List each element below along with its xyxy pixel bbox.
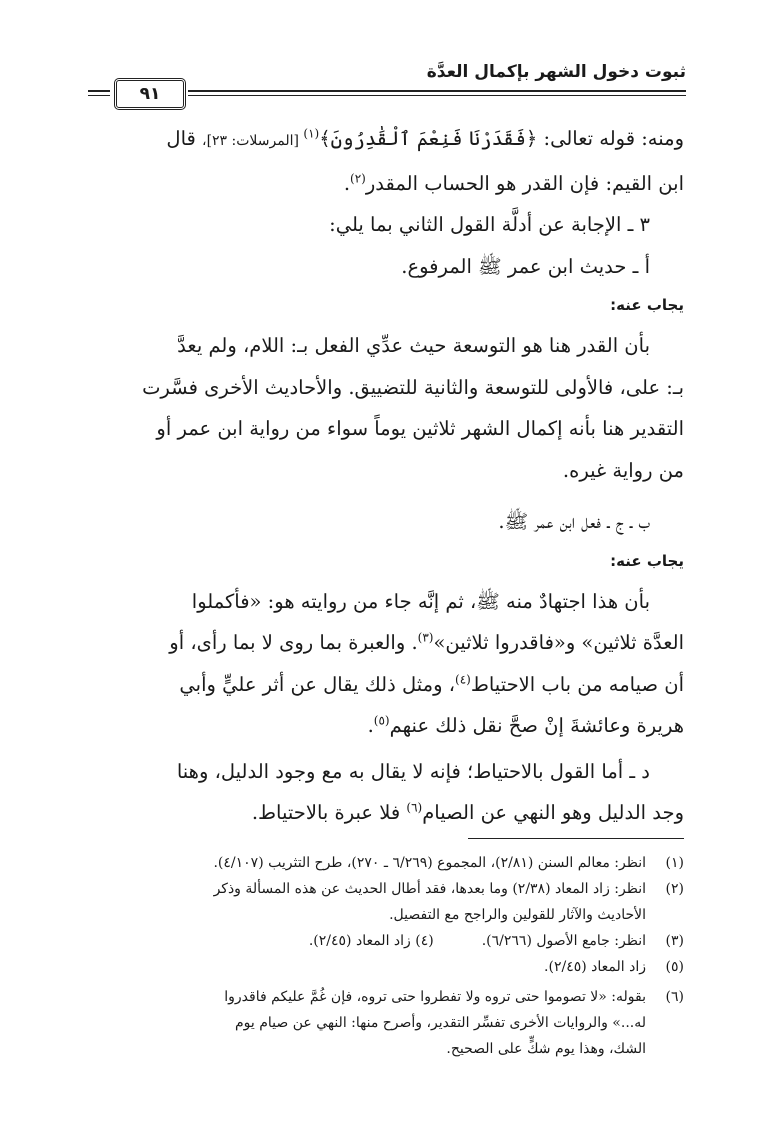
text-line [80, 705, 684, 747]
footnote-separator [468, 838, 684, 839]
footnote-text: بقوله: «لا تصوموا حتى تروه ولا تفطروا حتى تروه، فإن غُمَّ عليكم فاقدروا [224, 989, 646, 1005]
footnote-ref: (٣) [417, 630, 434, 645]
footnote-number: (٣) [665, 933, 684, 949]
footnote-text: انظر: زاد المعاد (٢/٣٨) وما بعدها، فقد أطال الحديث عن هذه المسألة وذكر [213, 881, 646, 897]
paragraph-answer-2 [80, 581, 684, 747]
text-span: هريرة وعائشةَ إنْ صحَّ نقل ذلك عنهم [389, 714, 684, 737]
footnote-6 [80, 984, 684, 1062]
footnote-number: (٦) [665, 989, 684, 1005]
footnote-ref: (٢) [350, 171, 366, 185]
text-line [80, 664, 684, 706]
text-line: بأن هذا اجتهادٌ منه ﷺ، ثم إنَّه جاء من روايته هو: «فأكملوا [191, 589, 650, 613]
running-title: ثبوت دخول الشهر بإكمال العدَّة [426, 62, 686, 82]
text-line: من رواية غيره. [562, 458, 684, 482]
text-span: ، ومثل ذلك يقال عن أثر عليٍّ وأبي [179, 672, 455, 696]
text-line: بـ: على، فالأولى للتوسعة والثانية للتضييق. والأحاديث الأخرى فسَّرت [142, 375, 684, 399]
item-3: ٣ ـ الإجابة عن أدلَّة القول الثاني بما يلي: [329, 213, 650, 236]
footnote-text: الأحاديث والآثار للقولين والراجح مع التفصيل. [389, 907, 646, 923]
text-span: قال [166, 127, 203, 150]
header-rule [188, 90, 686, 92]
verse-reference: [المرسلات: ٢٣]، [202, 133, 304, 149]
footnote-number: (٢) [665, 881, 684, 897]
text-span: . [367, 714, 374, 737]
footnote-ref: (١) [303, 126, 320, 141]
footnote-ref: (٥) [373, 713, 390, 728]
paragraph-item-d [80, 751, 684, 834]
text-span: ومنه: قوله تعالى: [537, 127, 684, 150]
footnote-text: زاد المعاد (٢/٤٥). [544, 959, 646, 975]
answer-heading: يجاب عنه: [610, 296, 684, 314]
text-line: التقدير هنا بأنه إكمال الشهر ثلاثين يوماً سواء من رواية ابن عمر أو [156, 417, 684, 440]
page-header [88, 62, 686, 106]
footnote-ref: (٦) [406, 800, 423, 815]
footnotes [80, 850, 684, 1062]
header-rule-thin [188, 95, 686, 96]
main-text [80, 118, 684, 834]
item-b: ب ـ ج ـ فعل ابن عمر ﷺ. [498, 510, 650, 533]
quran-verse: ﴿فَقَدَرْنَا فَنِعْمَ ٱلْقَٰدِرُونَ﴾ [319, 127, 538, 150]
footnote-3-4 [80, 928, 684, 954]
footnote-text: زاد المعاد (٢/٤٥). [308, 933, 411, 949]
header-rule-left [88, 90, 110, 92]
footnote-text: الشك، وهذا يوم شكٍّ على الصحيح. [446, 1041, 646, 1057]
text-span: فلا عبرة بالاحتياط. [251, 801, 407, 824]
footnote-2 [80, 876, 684, 928]
footnote-4 [309, 928, 434, 954]
text-span: . [343, 171, 351, 195]
footnote-number: (٥) [665, 959, 684, 975]
text-line [80, 118, 684, 163]
footnote-5 [80, 954, 684, 980]
text-span: أن صيامه من باب الاحتياط [470, 672, 684, 696]
text-line [80, 792, 684, 834]
text-span: . والعبرة بما روى لا بما رأى، أو [169, 631, 418, 654]
text-line: بأن القدر هنا هو التوسعة حيث عدِّي الفعل بـ: اللام، ولم يعدَّ [177, 334, 650, 357]
text-span: ابن القيم: فإن القدر هو الحساب المقدر [365, 171, 684, 195]
text-span: وجد الدليل وهو النهي عن الصيام [422, 801, 684, 824]
text-line: د ـ أما القول بالاحتياط؛ فإنه لا يقال به مع وجود الدليل، وهنا [176, 759, 650, 783]
text-line [80, 622, 684, 664]
footnote-text: انظر: جامع الأصول (٦/٢٦٦). [481, 933, 646, 949]
footnote-number: (١) [665, 855, 684, 871]
page-number: ٩١ [114, 78, 186, 110]
answer-heading: يجاب عنه: [610, 551, 684, 570]
item-a: أ ـ حديث ابن عمر ﷺ المرفوع. [401, 254, 650, 278]
footnote-number: (٤) [415, 933, 434, 949]
footnote-text: له...» والروايات الأخرى تفسِّر التقدير، وأصرح منها: النهي عن صيام يوم [235, 1015, 646, 1031]
footnote-1 [80, 850, 684, 876]
footnote-text: انظر: معالم السنن (٢/٨١)، المجموع (٦/٢٦٩ ـ ٢٧٠)، طرح التثريب (٤/١٠٧). [213, 855, 646, 871]
header-rule-left-thin [88, 95, 110, 96]
text-span: العدَّة ثلاثين» و«فاقدروا ثلاثين» [433, 631, 684, 654]
paragraph-quran-quote [80, 118, 684, 204]
footnote-ref: (٤) [455, 672, 471, 686]
text-line [80, 163, 684, 205]
paragraph-answer-1 [80, 325, 684, 491]
